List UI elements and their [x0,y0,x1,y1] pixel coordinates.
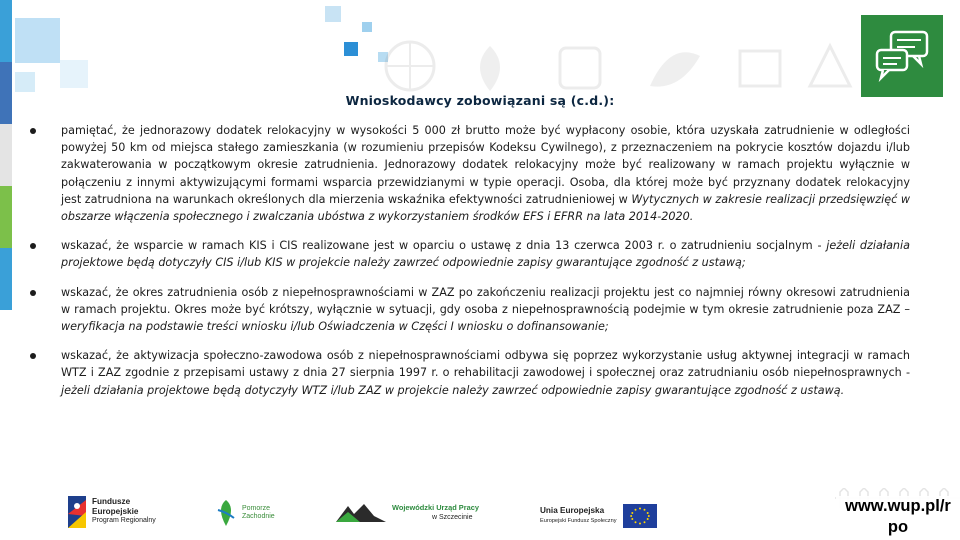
strip-segment [0,124,12,186]
fe-line1: Fundusze [92,497,131,507]
logo-pomorze-zachodnie [214,498,275,528]
footer-logos [0,488,960,540]
fundusze-europejskie-icon [66,494,88,530]
bullet-dot [30,290,36,296]
wup-line2: w Szczecinie [432,513,473,521]
strip-segment [0,0,12,62]
list-item [30,237,910,271]
bullet-dot [30,243,36,249]
list-item-text: wskazać, że okres zatrudnienia osób z niepełnosprawnościami w ZAZ po zakończeniu realizacji projektu jest co najmniej równy okresowi zatrudnienia w ramach projektu. Okres może być krótszy, wyłącznie w sytuacji, gdy osoba z niepełnosprawnością podejmie w tym okresie zatrudnienie poza ZAZ – [61,285,910,316]
ue-line1: Unia Europejska [540,506,605,515]
logo-wup [334,502,479,524]
list-item-italic: jeżeli działania projektowe będą dotyczyły CIS i/lub KIS w projekcie należy zawrzeć odpowiednie zapisy gwarantujące zgodność z ustawą; [61,239,910,270]
page-title: Wnioskodawcy zobowiązani są (c.d.): [345,93,615,108]
website-link[interactable] [836,496,960,540]
list-item-italic: jeżeli działania projektowe będą dotyczyły WTZ i/lub ZAZ w projekcie należy zawrzeć odpowiednie zapisy gwarantujące zgodność z ustawą. [61,383,845,397]
pomorze-zachodnie-icon [214,498,238,528]
background-icons [380,36,880,100]
list-item-text: wskazać, że aktywizacja społeczno-zawodowa osób z niepełnosprawnościami odbywa się poprzez wykorzystanie usług aktywnej integracji w ramach WTZ i ZAZ zgodnie z przepisami ustawy z dnia 27 sierpnia 1997 r. o rehabilitacji zawodowej i społecznej oraz zatrudnianiu osób niepełnosprawnych - [61,349,910,380]
list-item [30,347,910,399]
list-item [30,122,910,225]
decor-square [325,6,341,22]
website-url[interactable]: www.wup.pl/r po [845,497,951,536]
bullet-dot [30,353,36,359]
logo-fundusze-europejskie [66,494,156,530]
list-item-text: wskazać, że wsparcie w ramach KIS i CIS realizowane jest w oparciu o ustawę z dnia 13 czerwca 2003 r. o zatrudnieniu socjalnym - [61,239,827,253]
wup-line1: Wojewódzki Urząd Pracy [392,503,479,512]
bullet-dot [30,128,36,134]
decor-square [15,72,35,92]
decor-square [15,18,60,63]
header-chat-box [861,15,943,97]
wup-icon [334,502,388,524]
decor-square [60,60,88,88]
list-item-italic: weryfikacja na podstawie treści wniosku i/lub Oświadczenia w Części I wniosku o dofinansowanie; [61,320,609,334]
chat-bubbles-icon [875,30,929,82]
fe-line2: Europejskie [92,506,139,516]
fe-line3: Program Regionalny [92,517,156,525]
list-item [30,284,910,336]
left-color-strip [0,0,12,310]
logo-unia-europejska [540,504,657,528]
list-item-text: pamiętać, że jednorazowy dodatek relokacyjny w wysokości 5 000 zł brutto może być wypłacony osobie, która uzyskała zatrudnienie w odległości powyżej 50 km od miejsca stałego zamieszkania (w rozumieniu przepisów Kodeksu Cywilnego), z przeznaczeniem na pokrycie kosztów dojazdu i/lub zakwaterowania w początkowym okresie zatrudnienia. Jednorazowy dodatek relokacyjny może być realizowany w ramach projektu wyłącznie w połączeniu z innymi aktywizującymi formami wsparcia przewidzianymi w typie operacji. Osoba, dla której może być przyznany dodatek relokacyjny jest zatrudniona na warunkach określonych dla mierzenia wskaźnika efektywności zatrudnieniowej w [61,124,910,206]
pomorze-line2: Zachodnie [242,513,275,520]
strip-segment [0,186,12,248]
eu-flag-icon [623,504,657,528]
decor-square [344,42,358,56]
decor-square [362,22,372,32]
ue-line2: Europejski Fundusz Społeczny [540,517,617,524]
list-item-italic: Wytycznych w zakresie realizacji przedsięwzięć w obszarze włączenia społecznego i zwalczania ubóstwa z wykorzystaniem środków EFS i EFRR na lata 2014-2020. [61,192,910,224]
strip-segment [0,248,12,310]
pomorze-line1: Pomorze [242,504,271,512]
bullet-list [30,122,910,411]
